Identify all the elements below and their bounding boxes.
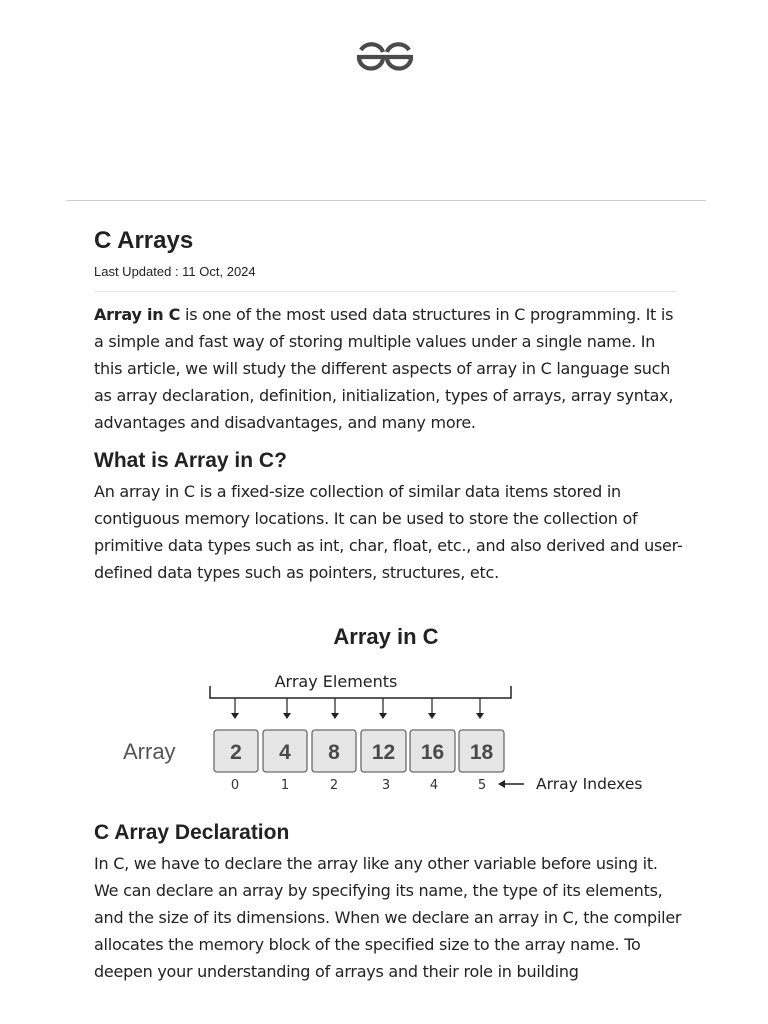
section-paragraph-what-is-array: An array in C is a fixed-size collection of similar data items stored in contiguous memory locations. It can be used to store the collection of primitive data types such as int, char, float, etc., and also derived and user-defined data types such as pointers, structures, etc. <box>94 482 683 582</box>
article-content <box>94 224 684 586</box>
section-paragraph-declaration: In C, we have to declare the array like any other variable before using it. We can declare an array by specifying its name, the type of its elements, and the size of its dimensions. When we declare an array in C, the compiler allocates the memory block of the specified size to the array name. To deepen your understanding of arrays and their role in building <box>94 854 682 981</box>
array-label: Array <box>123 739 176 764</box>
array-indexes <box>231 778 486 793</box>
array-indexes-label: Array Indexes <box>536 775 643 793</box>
array-index: 5 <box>477 778 487 793</box>
declaration-section <box>94 818 684 985</box>
page-title: C Arrays <box>94 227 194 254</box>
intro-text: is one of the most used data structures in C programming. It is a simple and fast way of storing multiple values under a single name. In this article, we will study the different aspects of array in C language such as array declaration, definition, initialization, types of arrays, array syntax, advantages and disadvantages, and many more. <box>94 305 674 432</box>
geeksforgeeks-logo-icon[interactable] <box>356 42 414 72</box>
array-value: 16 <box>420 741 445 764</box>
last-updated: Last Updated : 11 Oct, 2024 <box>94 264 256 279</box>
array-index: 2 <box>329 778 339 793</box>
array-index: 0 <box>230 778 240 793</box>
intro-bold-term: Array in C <box>94 305 181 324</box>
header-divider <box>66 200 706 201</box>
array-value: 4 <box>279 741 291 764</box>
array-cells <box>214 730 504 772</box>
section-heading-what-is-array: What is Array in C? <box>94 449 287 472</box>
title-divider <box>94 291 677 292</box>
array-value: 2 <box>230 741 242 764</box>
array-value: 8 <box>328 741 340 764</box>
array-value: 12 <box>371 741 396 764</box>
array-elements-label: Array Elements <box>274 672 398 691</box>
section-heading-declaration: C Array Declaration <box>94 821 290 844</box>
array-index: 1 <box>280 778 290 793</box>
indexes-arrow <box>498 780 524 788</box>
diagram-title: Array in C <box>333 624 439 649</box>
array-index: 3 <box>381 778 391 793</box>
element-arrows <box>231 698 484 719</box>
array-diagram <box>110 612 670 802</box>
intro-paragraph <box>94 301 684 436</box>
array-value: 18 <box>469 741 494 764</box>
array-index: 4 <box>429 778 439 793</box>
